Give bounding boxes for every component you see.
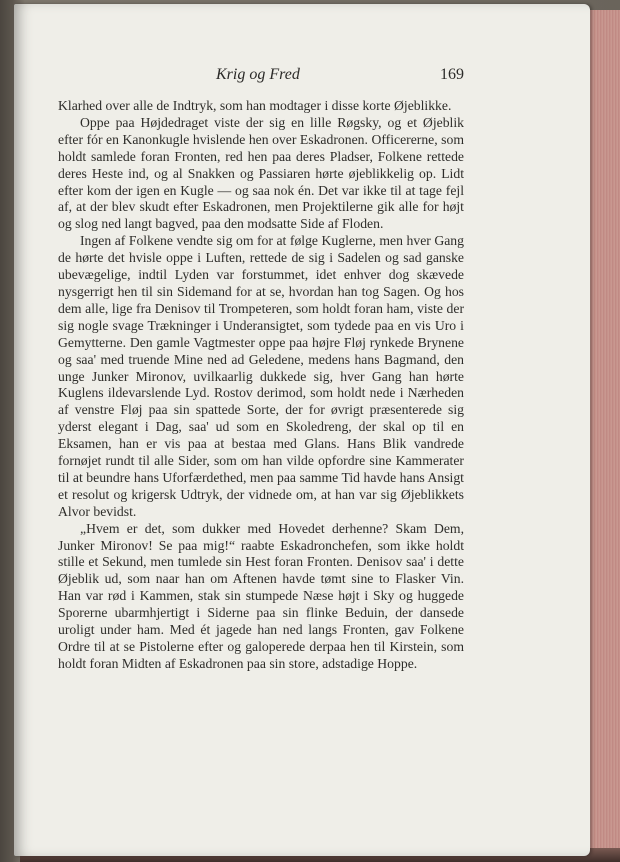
body-text bbox=[58, 98, 464, 673]
page-number: 169 bbox=[440, 66, 464, 83]
paragraph: „Hvem er det, som dukker med Hovedet derhenne? Skam Dem, Junker Mironov! Se paa mig!“ raabte Eskadronchefen, som ikke holdt stille et Sekund, men tumlede sin Hest foran Fronten. Denisov saa' i dette Øjeblik ud, som naar han om Aftenen havde tømt sine to Flasker Vin. Han var rød i Kammen, stak sin stumpede Næse højt i Sky og huggede Sporerne ubarmhjertigt i Siderne paa sin flinke Beduin, der dansede uroligt under ham. Med ét jagede han ned langs Fronten, gav Folkene Ordre til at se Pistolerne efter og galoperede derpaa hen til Kirstein, som holdt foran Midten af Eskadronen paa sin store, adstadige Hoppe. bbox=[58, 520, 464, 671]
page-header bbox=[60, 62, 464, 88]
paragraph-continued: Klarhed over alle de Indtryk, som han modtager i disse korte Øjeblikke. bbox=[58, 98, 452, 113]
paragraph: Oppe paa Højdedraget viste der sig en lille Røgsky, og et Øjeblik efter fór en Kanonkugle hvislende hen over Eskadronen. Officererne, som holdt samlede foran Fronten, red hen paa deres Pladser, Folkene rettede deres Heste ind, og al Snakken og Passiaren hørte øjeblikkelig op. Lidt efter kom der igen en Kugle — og saa nok én. Det var ikke til at tage fejl af, at der blev skudt efter Eskadronen, men Projektilerne gik alle for højt og slog ned langt bagved, paa den modsatte Side af Floden. bbox=[58, 114, 464, 232]
running-title: Krig og Fred bbox=[216, 66, 300, 83]
paragraph: Ingen af Folkene vendte sig om for at følge Kuglerne, men hver Gang de hørte det hvisle oppe i Luften, rettede de sig i Sadelen og sad ganske ubevægelige, indtil Lyden var forstummet, idet enhver dog skævede nysgerrigt hen til sin Sidemand for at se, hvordan han tog Sagen. Og hos dem alle, lige fra Denisov til Trompeteren, som holdt foran ham, viste der sig nogle svage Trækninger i Underansigtet, som tydede paa en vis Uro i Gemytterne. Den gamle Vagtmester oppe paa højre Fløj rynkede Brynene og saa' med truende Mine ned ad Geledene, medens hans Bagmand, den unge Junker Mironov, uvilkaarlig dukkede sig, hver Gang han hørte Kuglens ildevarslende Lyd. Rostov derimod, som holdt nede i Nærheden af venstre Fløj paa sin spattede Sorte, der for øvrigt præsenterede sig yderst elegant i Dag, saa' ud som en Skoledreng, der skal op til en Eksamen, han er vis paa at bestaa med Glans. Hans Blik vandrede fornøjet rundt til alle Sider, som om han vilde opfordre sine Kammerater til at beundre hans Uforfærdethed, men paa samme Tid havde hans Ansigt et resolut og krigersk Udtryk, der vidnede om, at han var sig Øjeblikkets Alvor bevidst. bbox=[58, 233, 464, 519]
